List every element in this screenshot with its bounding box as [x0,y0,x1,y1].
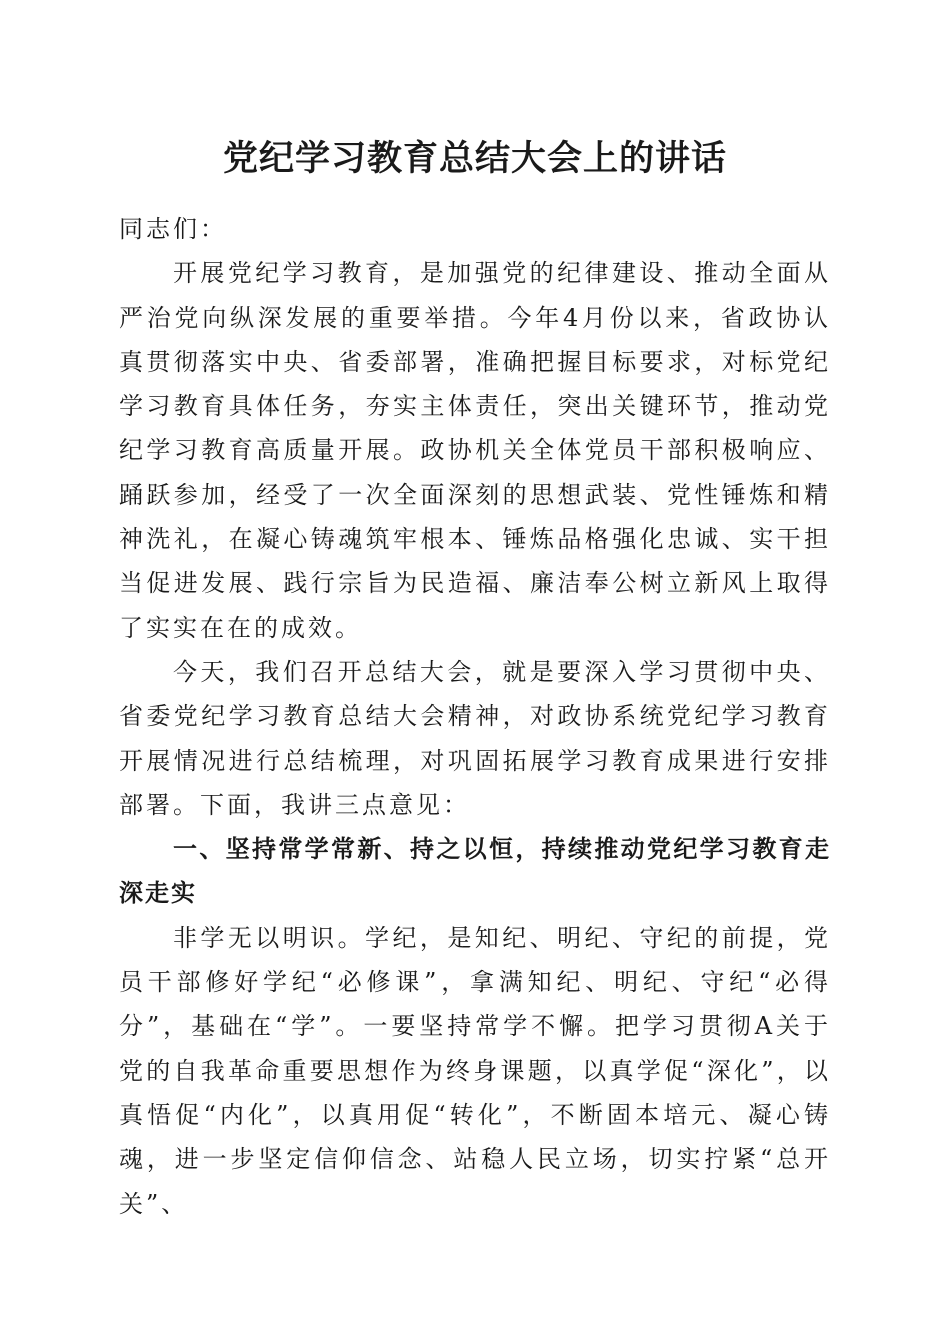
body-paragraph: 今天，我们召开总结大会，就是要深入学习贯彻中央、省委党纪学习教育总结大会精神，对政协系统党纪学习教育开展情况进行总结梳理，对巩固拓展学习教育成果进行安排部署。下面，我讲三点意见： [119,657,831,819]
document-body [119,207,831,1226]
section-heading: 一、坚持常学常新、持之以恒，持续推动党纪学习教育走深走实 [119,835,831,908]
document-title: 党纪学习教育总结大会上的讲话 [222,138,727,179]
body-paragraph: 开展党纪学习教育，是加强党的纪律建设、推动全面从严治党向纵深发展的重要举措。今年4月份以来，省政协认真贯彻落实中央、省委部署，准确把握目标要求，对标党纪学习教育具体任务，夯实主体责任，突出关键环节，推动党纪学习教育高质量开展。政协机关全体党员干部积极响应、踊跃参加，经受了一次全面深刻的思想武装、党性锤炼和精神洗礼，在凝心铸魂筑牢根本、锤炼品格强化忠诚、实干担当促进发展、践行宗旨为民造福、廉洁奉公树立新风上取得了实实在在的成效。 [119,259,831,642]
salutation: 同志们： [119,215,227,243]
body-paragraph: 非学无以明识。学纪，是知纪、明纪、守纪的前提，党员干部修好学纪“必修课”，拿满知纪、明纪、守纪“必得分”，基础在“学”。一要坚持常学不懈。把学习贯彻A关于党的自我革命重要思想作为终身课题，以真学促“深化”，以真悟促“内化”，以真用促“转化”，不断固本培元、凝心铸魂，进一步坚定信仰信念、站稳人民立场，切实拧紧“总开关”、 [119,923,831,1218]
